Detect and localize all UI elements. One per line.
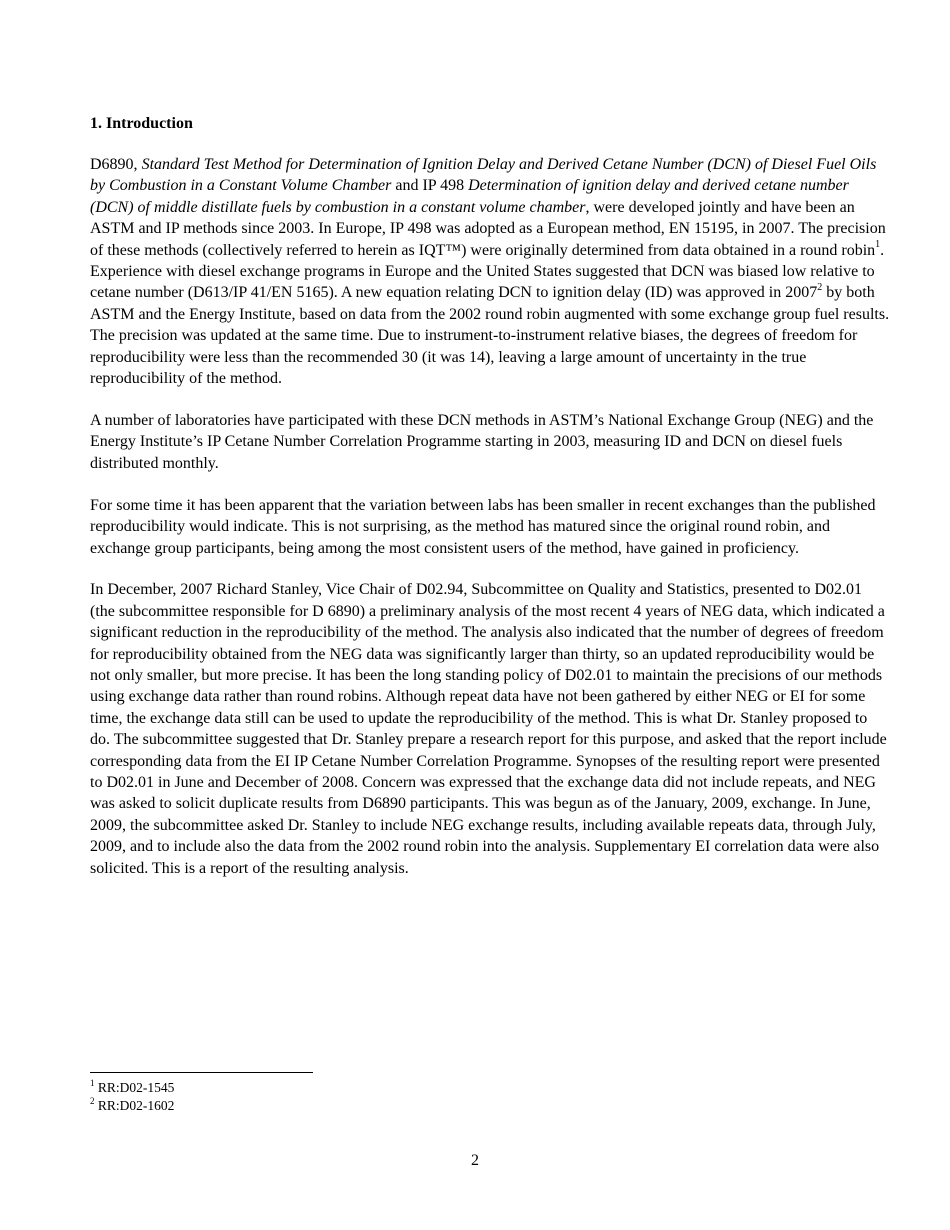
footnote-ref-1[interactable]: 1 [875, 239, 881, 251]
intro-paragraph-4: In December, 2007 Richard Stanley, Vice Chair of D02.94, Subcommittee on Quality and Statistics, presented to D02.01 (the subcommittee responsible for D 6890) a preliminary analysis of the most recent 4 years of NEG data, which indicated a significant reduction in the reproducibility of the method. The analysis also indicated that the number of degrees of freedom for reproducibility obtained from the NEG data was significantly larger than thirty, so an updated reproducibility would be not only smaller, but more precise. It has been the long standing policy of D02.01 to maintain the precisions of our methods using exchange data rather than round robins. Although repeat data have not been gathered by either NEG or EI for some time, the exchange data still can be used to update the reproducibility of the method. This is what Dr. Stanley proposed to do. The subcommittee suggested that Dr. Stanley prepare a research report for this purpose, and asked that the report include corresponding data from the EI IP Cetane Number Correlation Programme. Synopses of the resulting report were presented to D02.01 in June and December of 2008. Concern was expressed that the exchange data did not include repeats, and NEG was asked to solicit duplicate results from D6890 participants. This was begun as of the January, 2009, exchange. In June, 2009, the subcommittee asked Dr. Stanley to include NEG exchange results, including available repeats data, through July, 2009, and to include also the data from the 2002 round robin into the analysis. Supplementary EI correlation data were also solicited. This is a report of the resulting analysis. [90, 581, 887, 877]
footnote-mark: 2 [90, 1095, 95, 1106]
method-title-ip498: Determination of ignition delay and derived cetane number (DCN) of middle distillate fuels by combustion in a constant volume chamber [90, 177, 849, 216]
page-number: 2 [471, 1152, 479, 1169]
method-title-d6890: Standard Test Method for Determination of Ignition Delay and Derived Cetane Number (DCN) of Diesel Fuel Oils by Combustion in a Constant Volume Chamber [90, 156, 877, 195]
footnote-2 [90, 1097, 174, 1115]
para1-text-b: . Experience with diesel exchange programs in Europe and the United States suggested that DCN was biased low relative to cetane number (D613/IP 41/EN 5165). A new equation relating DCN to ignition delay (ID) was approved in 2007 [90, 241, 885, 302]
footnotes [90, 1079, 174, 1115]
para1-text-a: , were developed jointly and have been an ASTM and IP methods since 2003. In Europe, IP 498 was adopted as a European method, EN 15195, in 2007. The precision of these methods (collectively referred to herein as IQT™) were originally determined from data obtained in a round robin [90, 198, 886, 259]
para1-text-c: by both ASTM and the Energy Institute, based on data from the 2002 round robin augmented with some exchange group fuel results. The precision was updated at the same time. Due to instrument-to-instrument relative biases, the degrees of freedom for reproducibility were less than the recommended 30 (it was 14), leaving a large amount of uncertainty in the true reproducibility of the method. [90, 284, 890, 388]
page-body [90, 113, 890, 900]
method-code: D6890, [90, 156, 142, 173]
intro-paragraph-1 [90, 154, 890, 389]
footnote-text: RR:D02-1602 [94, 1098, 175, 1113]
footnote-mark: 1 [90, 1077, 95, 1088]
intro-paragraph-2: A number of laboratories have participated with these DCN methods in ASTM’s National Exchange Group (NEG) and the Energy Institute’s IP Cetane Number Correlation Programme starting in 2003, measuring ID and DCN on diesel fuels distributed monthly. [90, 411, 874, 472]
footnote-divider [90, 1072, 313, 1073]
footnote-text: RR:D02-1545 [94, 1080, 175, 1095]
intro-paragraph-3: For some time it has been apparent that the variation between labs has been smaller in recent exchanges than the published reproducibility would indicate. This is not surprising, as the method has matured since the original round robin, and exchange group participants, being among the most consistent users of the method, have gained in proficiency. [90, 496, 876, 557]
connector-text: and IP 498 [391, 177, 469, 195]
footnote-ref-2[interactable]: 2 [817, 282, 823, 294]
footnote-1 [90, 1079, 174, 1097]
section-heading: 1. Introduction [90, 115, 193, 132]
